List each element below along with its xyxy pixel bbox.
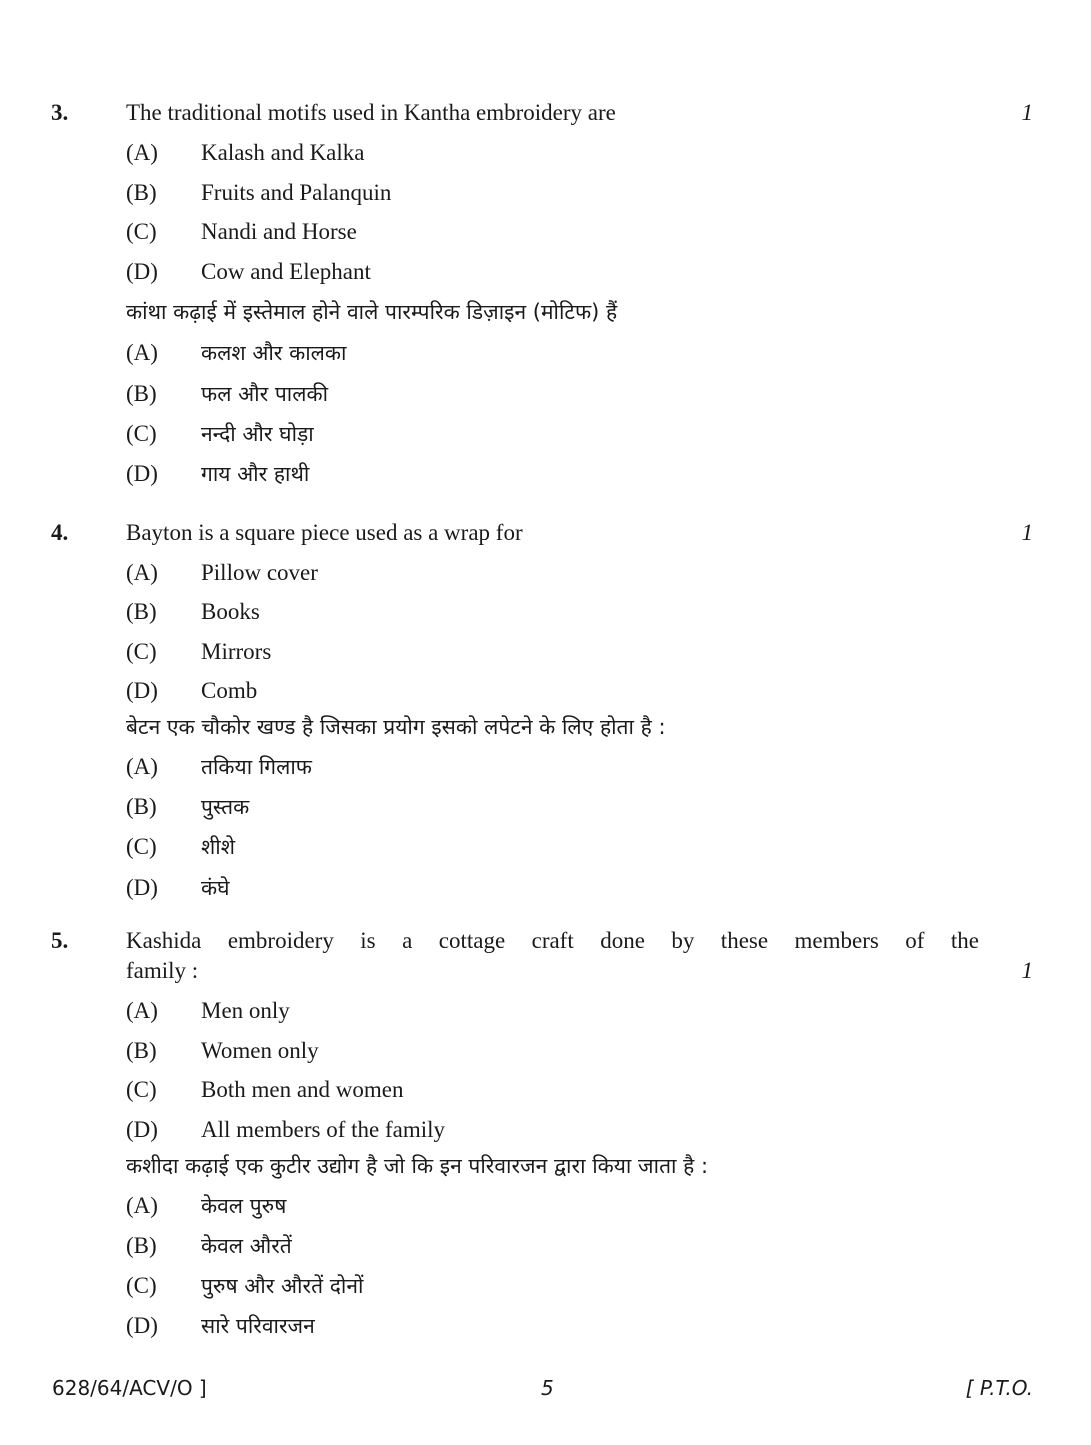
option-hi [126,793,249,821]
option-label: (D) [126,259,158,284]
question-number: 3. [51,100,69,125]
option-label: (C) [126,834,157,859]
option-en [126,560,318,586]
option-hi [126,420,314,448]
option-text: पुस्तक [201,795,250,819]
option-en [126,1038,319,1064]
marks: 1 [1021,100,1033,125]
option-text: सारे परिवारजन [201,1314,315,1338]
option-text: Fruits and Palanquin [201,180,392,205]
option-hi [126,380,328,408]
question-number: 4. [51,520,69,545]
page-number: 5 [541,1376,554,1400]
option-label: (D) [126,1117,158,1142]
option-text: Men only [201,998,290,1023]
option-label: (B) [126,1233,157,1258]
option-en [126,599,260,625]
question-stem-en-line1: Kashida embroidery is a cottage craft done by these members of the [126,928,979,953]
question-stem-hi: कशीदा कढ़ाई एक कुटीर उद्योग है जो कि इन परिवारजन द्वारा किया जाता है : [126,1154,709,1178]
option-text: Books [201,599,260,624]
option-label: (C) [126,639,157,664]
option-text: Cow and Elephant [201,259,371,284]
option-hi [126,1192,286,1220]
option-text: Comb [201,678,258,703]
marks: 1 [1021,958,1033,983]
option-text: फल और पालकी [201,382,329,406]
option-label: (D) [126,678,158,703]
option-label: (C) [126,421,157,446]
option-hi [126,339,346,367]
question-stem-en: Bayton is a square piece used as a wrap for [126,520,523,545]
option-text: Both men and women [201,1077,404,1102]
option-hi [126,1272,363,1300]
option-hi [126,833,235,861]
option-hi [126,460,309,488]
option-text: कलश और कालका [201,341,347,365]
option-text: Women only [201,1038,319,1063]
option-label: (B) [126,381,157,406]
option-text: केवल पुरुष [201,1194,287,1218]
option-label: (A) [126,340,158,365]
option-label: (D) [126,875,158,900]
option-en [126,639,271,665]
option-en [126,180,391,206]
option-text: Pillow cover [201,560,318,585]
option-en [126,259,371,285]
option-label: (D) [126,1313,158,1338]
option-text: तकिया गिलाफ [201,755,312,779]
option-label: (D) [126,461,158,486]
option-hi [126,1312,315,1340]
option-text: All members of the family [201,1117,445,1142]
option-text: Kalash and Kalka [201,140,365,165]
option-label: (B) [126,794,157,819]
pto-label: [ P.T.O. [965,1376,1033,1400]
option-label: (A) [126,754,158,779]
option-en [126,998,290,1024]
option-text: Nandi and Horse [201,219,357,244]
question-stem-hi: कांथा कढ़ाई में इस्तेमाल होने वाले पारम्परिक डिज़ाइन (मोटिफ) हैं [126,300,618,324]
option-label: (C) [126,219,157,244]
option-label: (A) [126,140,158,165]
option-label: (A) [126,998,158,1023]
option-text: Mirrors [201,639,272,664]
option-hi [126,874,230,902]
option-en [126,1077,404,1103]
option-text: गाय और हाथी [201,462,310,486]
option-en [126,219,357,245]
option-en [126,140,365,166]
question-stem-en-line2: family : [126,958,199,983]
marks: 1 [1021,520,1033,545]
option-label: (A) [126,560,158,585]
option-text: केवल औरतें [201,1234,292,1258]
option-hi [126,1232,292,1260]
question-number: 5. [51,928,69,953]
paper-code: 628/64/ACV/O ] [52,1376,207,1400]
option-label: (A) [126,1193,158,1218]
option-label: (C) [126,1273,157,1298]
option-text: नन्दी और घोड़ा [201,422,314,446]
option-label: (B) [126,599,157,624]
option-hi [126,753,312,781]
option-text: पुरुष और औरतें दोनों [201,1274,364,1298]
option-label: (B) [126,180,157,205]
option-text: कंघे [201,876,230,900]
option-text: शीशे [201,835,235,859]
option-label: (C) [126,1077,157,1102]
option-en [126,1117,445,1143]
question-stem-en: The traditional motifs used in Kantha embroidery are [126,100,616,125]
option-en [126,678,257,704]
option-label: (B) [126,1038,157,1063]
question-stem-hi: बेटन एक चौकोर खण्ड है जिसका प्रयोग इसको लपेटने के लिए होता है : [126,715,666,739]
